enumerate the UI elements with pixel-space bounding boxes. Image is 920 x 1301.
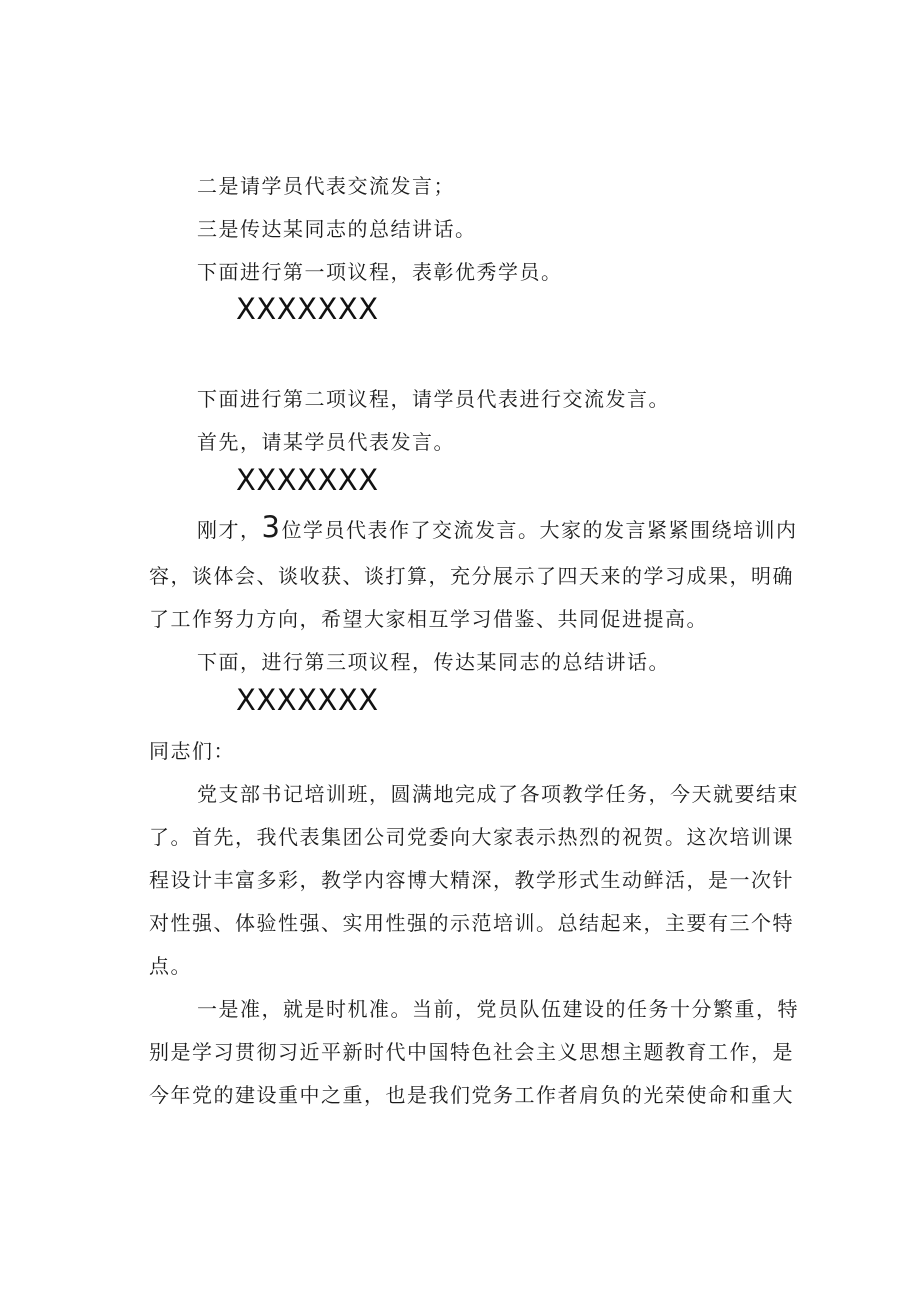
salutation: 同志们： (149, 739, 235, 763)
paragraph-first-agenda: 下面进行第一项议程，表彰优秀学员。 (197, 260, 563, 284)
speech-line-8: 今年党的建设重中之重，也是我们党务工作者肩负的光荣使命和重大 (149, 1083, 794, 1107)
speech-line-4: 对性强、体验性强、实用性强的示范培训。总结起来，主要有三个特 (149, 911, 794, 935)
speech-line-6: 一是准，就是时机准。当前，党员队伍建设的任务十分繁重，特 (197, 997, 799, 1021)
speech-line-3: 程设计丰富多彩，教学内容博大精深，教学形式生动鲜活，是一次针 (149, 868, 794, 892)
speech-line-7: 别是学习贯彻习近平新时代中国特色社会主义思想主题教育工作，是 (149, 1040, 794, 1064)
speaker-count: 3 (261, 510, 282, 544)
speech-line-2: 了。首先，我代表集团公司党委向大家表示热烈的祝贺。这次培训课 (149, 825, 794, 849)
paragraph-agenda-item-3: 三是传达某同志的总结讲话。 (197, 217, 477, 241)
paragraph-second-agenda: 下面进行第二项议程，请学员代表进行交流发言。 (197, 387, 670, 411)
paragraph-summary-line-2: 容，谈体会、谈收获、谈打算，充分展示了四天来的学习成果，明确 (149, 564, 794, 588)
paragraph-agenda-item-2: 二是请学员代表交流发言； (197, 174, 455, 198)
paragraph-third-agenda: 下面，进行第三项议程，传达某同志的总结讲话。 (197, 650, 670, 674)
paragraph-first-speaker: 首先，请某学员代表发言。 (197, 430, 455, 454)
speech-line-1: 党支部书记培训班，圆满地完成了各项教学任务，今天就要结束 (197, 782, 799, 806)
paragraph-summary-line-3: 了工作努力方向，希望大家相互学习借鉴、共同促进提高。 (149, 607, 708, 631)
paragraph-summary-line-1 (197, 510, 809, 544)
placeholder-text: XXXXXXX (236, 463, 379, 497)
summary-prefix: 刚才， (197, 518, 262, 542)
placeholder-text: XXXXXXX (236, 683, 379, 717)
summary-rest: 位学员代表作了交流发言。大家的发言紧紧围绕培训内 (281, 518, 798, 542)
placeholder-text: XXXXXXX (236, 292, 379, 326)
speech-line-5: 点。 (149, 954, 192, 978)
